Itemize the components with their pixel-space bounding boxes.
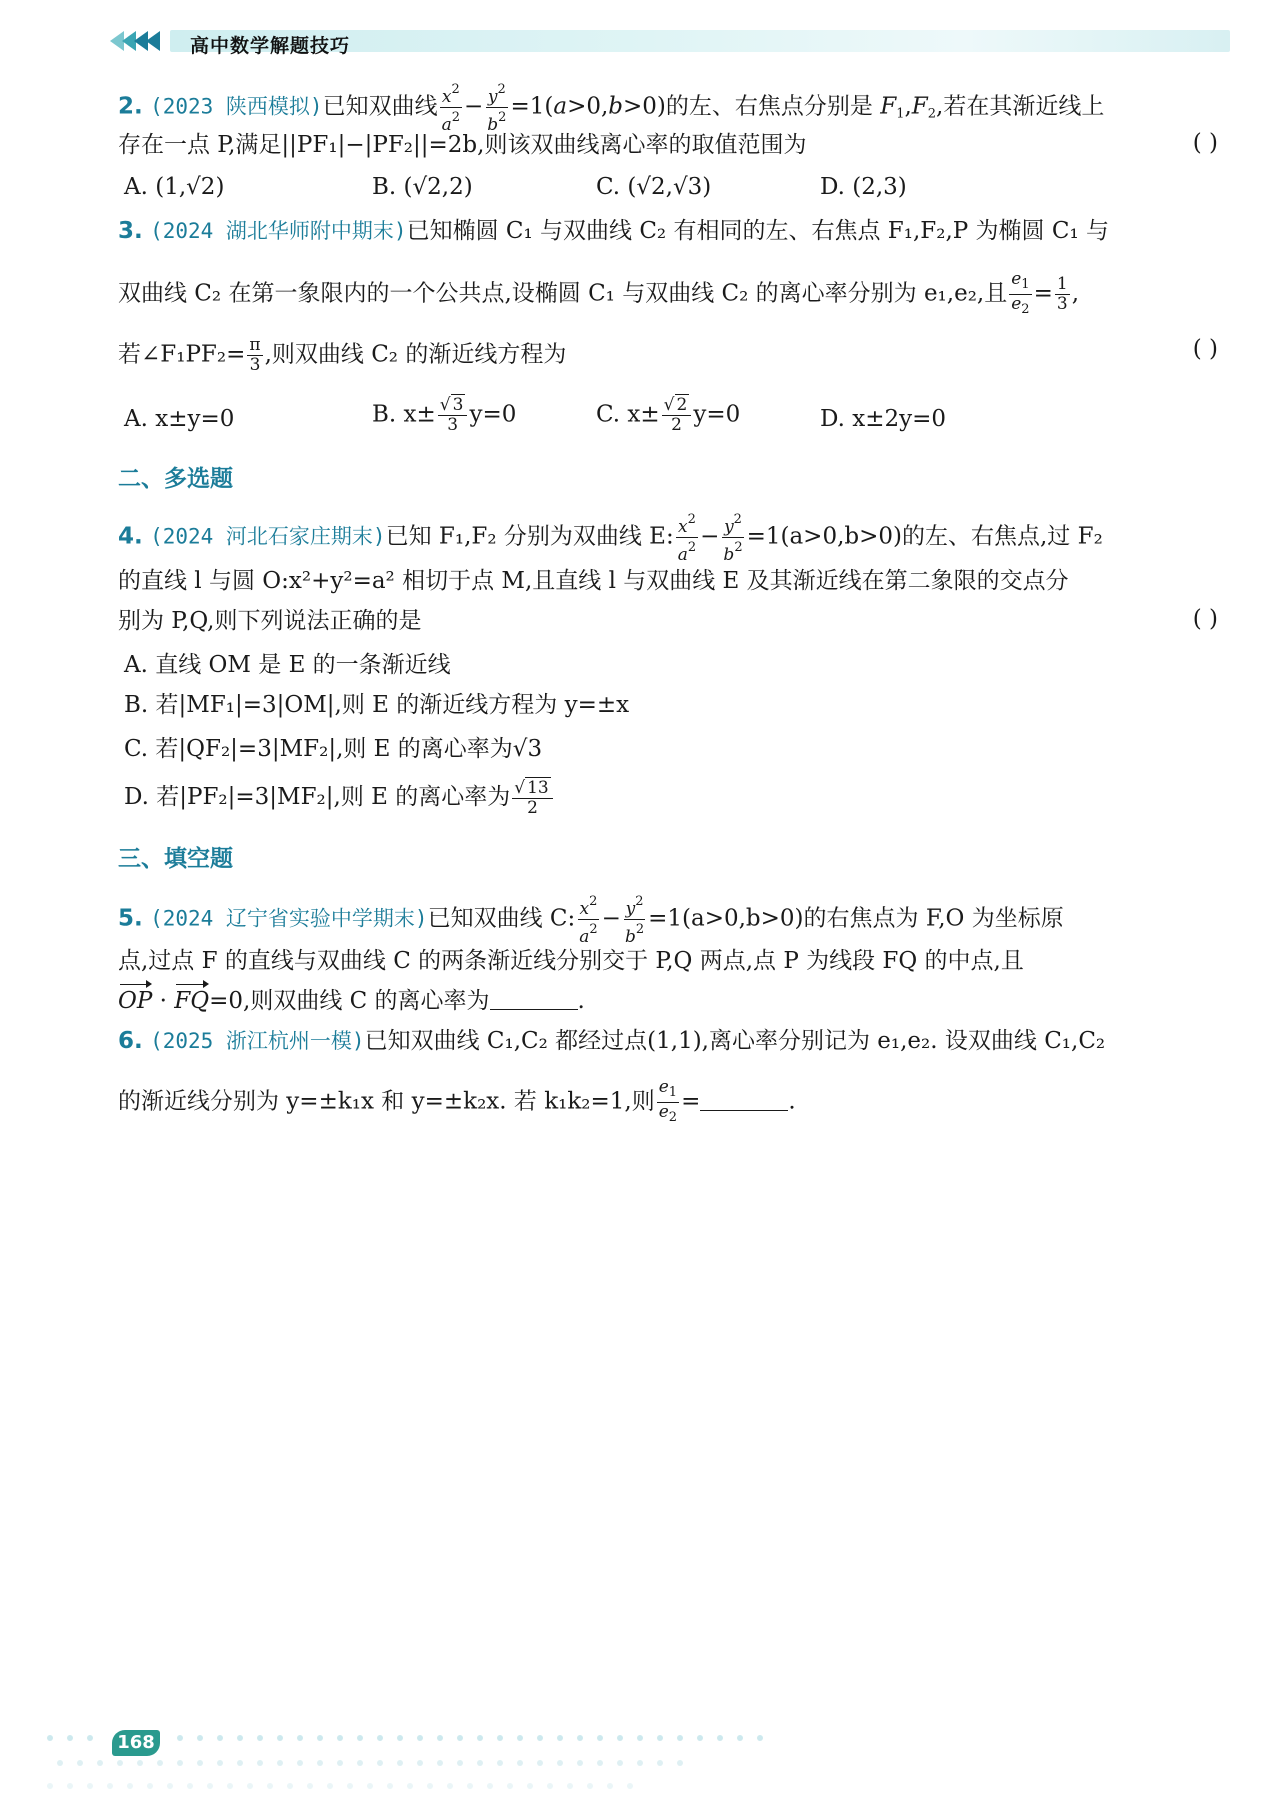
q4-answer-paren: ( ) <box>1192 606 1218 632</box>
q4-line3: 别为 P,Q,则下列说法正确的是 <box>118 608 422 634</box>
q2-option-b: B. (√2,2) <box>372 174 473 200</box>
q4-source: (2024 河北石家庄期末) <box>150 524 386 549</box>
q2-option-c: C. (√2,√3) <box>596 174 712 200</box>
q2-answer-paren: ( ) <box>1192 130 1218 156</box>
q2-option-d: D. (2,3) <box>820 174 907 200</box>
q3-number: 3. <box>118 218 143 244</box>
section-multi-choice: 二、多选题 <box>118 466 233 492</box>
q3-option-a: A. x±y=0 <box>124 406 235 432</box>
fraction: $\frac{1}{3}$ <box>1056 274 1068 314</box>
q5-line3: OP · FQ=0,则双曲线 C 的离心率为 . <box>118 988 585 1014</box>
q5-line1: 5. (2024 辽宁省实验中学期末)已知双曲线 C: $\frac{x^2}{a^2}$ − $\frac{y^2}{b^2}$ =1(a>0,b>0)的右焦点为 F,O 为坐标原 <box>118 894 1064 947</box>
page-number-badge: 168 <box>112 1730 160 1756</box>
book-title: 高中数学解题技巧 <box>190 35 351 57</box>
q6-line1: 6. (2025 浙江杭州一模)已知双曲线 C₁,C₂ 都经过点(1,1),离心率分别记为 e₁,e₂. 设双曲线 C₁,C₂ <box>118 1028 1106 1054</box>
q4-option-b: B. 若|MF₁|=3|OM|,则 E 的渐近线方程为 y=±x <box>124 692 630 718</box>
q3-option-d: D. x±2y=0 <box>820 406 947 432</box>
fraction: $\frac{e_1}{e_2}$ <box>1011 269 1030 317</box>
q3-line2: 双曲线 C₂ 在第一象限内的一个公共点,设椭圆 C₁ 与双曲线 C₂ 的离心率分别为 e₁,e₂,且 $\frac{e_1}{e_2}$ = $\frac{1}{3}$ , <box>118 269 1079 317</box>
q6-number: 6. <box>118 1028 143 1054</box>
q5-number: 5. <box>118 905 143 932</box>
q2-number: 2. <box>118 93 143 120</box>
q5-source: (2024 辽宁省实验中学期末) <box>150 906 428 931</box>
q2-option-a: A. (1,√2) <box>124 174 225 200</box>
q6-line2: 的渐近线分别为 y=±k₁x 和 y=±k₂x. 若 k₁k₂=1,则 $\frac{e_1}{e_2}$ = . <box>118 1077 796 1125</box>
page-header <box>110 26 1240 56</box>
q4-line2: 的直线 l 与圆 O:x²+y²=a² 相切于点 M,且直线 l 与双曲线 E 及其渐近线在第二象限的交点分 <box>118 568 1069 594</box>
q3-option-b: B. x± $\frac{√ 3}{3}$ y=0 <box>372 395 517 435</box>
q4-number: 4. <box>118 523 143 550</box>
answer-blank <box>700 1092 788 1111</box>
q4-option-a: A. 直线 OM 是 E 的一条渐近线 <box>124 652 451 678</box>
vector-fq: FQ <box>174 988 210 1014</box>
q6-source: (2025 浙江杭州一模) <box>150 1029 365 1053</box>
q4-line1: 4. (2024 河北石家庄期末)已知 F₁,F₂ 分别为双曲线 E: $\frac{x^2}{a^2}$ − $\frac{y^2}{b^2}$ =1(a>0,b>0)的左、右焦点,过 F₂ <box>118 512 1103 565</box>
section-fill-in: 三、填空题 <box>118 846 233 872</box>
fraction: $\frac{\pi}{3}$ <box>249 335 261 375</box>
q3-option-c: C. x± $\frac{√ 2}{2}$ y=0 <box>596 395 741 435</box>
q4-option-d: D. 若|PF₂|=3|MF₂|,则 E 的离心率为 $\frac{√ 13}{2}$ <box>124 778 555 818</box>
chevron-arrows-icon <box>110 29 170 53</box>
q2-line2: 存在一点 P,满足||PF₁|−|PF₂||=2b,则该双曲线离心率的取值范围为 <box>118 132 807 158</box>
q3-line1: 3. (2024 湖北华师附中期末)已知椭圆 C₁ 与双曲线 C₂ 有相同的左、右焦点 F₁,F₂,P 为椭圆 C₁ 与 <box>118 218 1109 244</box>
q2-line1: 2. (2023 陕西模拟)已知双曲线 $\frac{x^2}{a^2}$ − $\frac{y^2}{b^2}$ =1(a>0,b>0)的左、右焦点分别是 $F_1,F_2$,若在其渐近线上 <box>118 82 1105 135</box>
q3-line3: 若∠F₁PF₂= $\frac{\pi}{3}$ ,则双曲线 C₂ 的渐近线方程为 <box>118 335 567 375</box>
vector-op: OP <box>118 988 153 1014</box>
q3-source: (2024 湖北华师附中期末) <box>150 219 407 243</box>
q3-answer-paren: ( ) <box>1192 336 1218 362</box>
fraction: $\frac{x^2}{a^2}$ <box>441 82 460 135</box>
fraction: $\frac{y^2}{b^2}$ <box>487 82 507 135</box>
q4-option-c: C. 若|QF₂|=3|MF₂|,则 E 的离心率为√3 <box>124 736 543 762</box>
q2-source: (2023 陕西模拟) <box>150 94 323 119</box>
answer-blank <box>490 991 578 1010</box>
q5-line2: 点,过点 F 的直线与双曲线 C 的两条渐近线分别交于 P,Q 两点,点 P 为线段 FQ 的中点,且 <box>118 948 1024 974</box>
